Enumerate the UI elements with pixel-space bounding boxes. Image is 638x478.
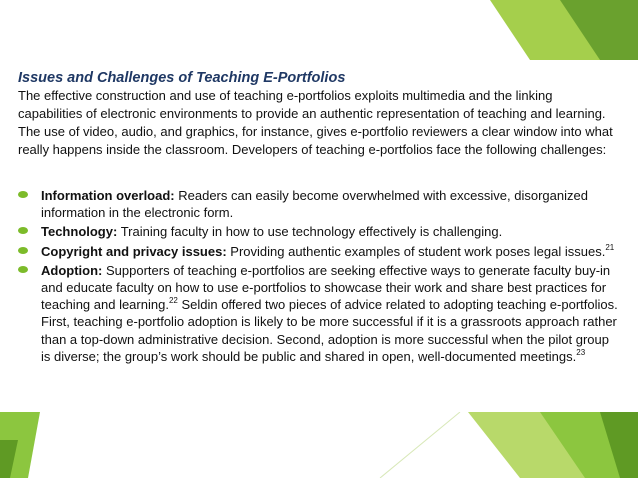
document-excerpt (8, 64, 626, 412)
challenges-list (16, 187, 618, 365)
bullet-text: Supporters of teaching e-portfolios are seeking effective ways to generate faculty buy-in and educate faculty on how to use e-portfolios to showcase their work and share best practices for teaching and learning. (41, 262, 611, 313)
section-title: Issues and Challenges of Teaching E-Portfolios (18, 70, 346, 86)
intro-paragraph: The effective construction and use of teaching e-portfolios exploits multimedia and the linking capabilities of electronic environments to provide an authentic representation of teaching and learning. The use of video, audio, and graphics, for instance, gives e-portfolio reviewers a clear window into what really happens inside the classroom. Developers of teaching e-portfolios face the following challenges: (18, 88, 613, 157)
footnote-ref: 22 (168, 296, 178, 306)
bullet-term: Technology: (41, 224, 118, 240)
decorative-line (380, 412, 460, 478)
bullet-icon (18, 247, 28, 254)
footnote-ref: 21 (605, 242, 615, 252)
bullet-text: Training faculty in how to use technology effectively is challenging. (117, 224, 503, 240)
footnote-ref: 23 (576, 347, 586, 357)
bullet-text: Providing authentic examples of student work poses legal issues. (226, 243, 606, 259)
list-item-adoption (16, 262, 618, 365)
list-item-copyright (16, 243, 618, 260)
list-item-technology (16, 223, 618, 240)
bullet-term: Copyright and privacy issues: (41, 243, 227, 259)
bullet-icon (18, 266, 28, 273)
list-item-information-overload (16, 187, 618, 221)
bullet-icon (18, 227, 28, 234)
bullet-term: Information overload: (41, 188, 175, 203)
bullet-text-continued: Seldin offered two pieces of advice related to adopting teaching e-portfolios. First, teaching e-portfolio adoption is likely to be more successful if it is a grassroots approach rather than a top-down administrative decision. Second, adoption is more successful when the pilot group is diverse; the group’s work should be public and shared in open, well-documented meetings. (41, 297, 618, 364)
bullet-icon (18, 191, 28, 198)
bullet-term: Adoption: (41, 262, 103, 278)
bullet-text: Readers can easily become overwhelmed with excessive, disorganized information in the electronic form. (41, 188, 588, 221)
